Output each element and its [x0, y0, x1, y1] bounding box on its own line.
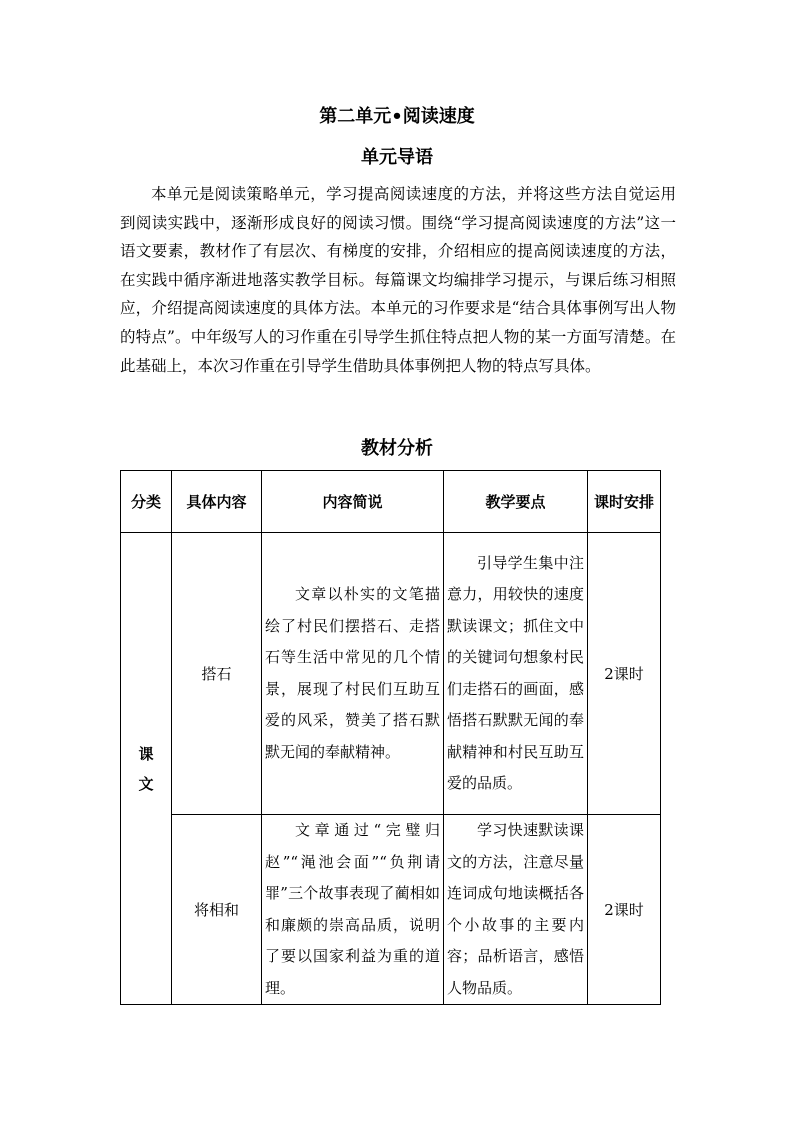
unit-intro-paragraph: 本单元是阅读策略单元，学习提高阅读速度的方法，并将这些方法自觉运用到阅读实践中，逐渐形成良好的阅读习惯。围绕“学习提高阅读速度的方法”这一语文要素，教材作了有层次、有梯度的安排，介绍相应的提高阅读速度的方法，在实践中循序渐进地落实教学目标。每篇课文均编排学习提示，与课后练习相照应，介绍提高阅读速度的具体方法。本单元的习作要求是“结合具体事例写出人物的特点”。中年级写人的习作重在引导学生抓住特点把人物的某一方面写清楚。在此基础上，本次习作重在引导学生借助具体事例把人物的特点写具体。	[120, 185, 676, 375]
material-analysis-heading: 教材分析	[361, 438, 433, 459]
table-row	[121, 533, 661, 815]
unit-title: 第二单元•阅读速度	[319, 106, 475, 127]
header-hours: 课时安排	[588, 471, 661, 533]
lesson-key-points: 引导学生集中注意力，用较快的速度默读课文；抓住文中的关键词句想象村民们走搭石的画面，感悟搭石默默无闻的奉献精神和村民互助互爱的品质。	[444, 533, 588, 815]
lesson-name: 将相和	[172, 815, 262, 1005]
header-summary: 内容简说	[262, 471, 444, 533]
material-analysis-table	[120, 470, 661, 1005]
table-row	[121, 815, 661, 1005]
lesson-summary: 文章通过“完璧归赵”“渑池会面”“负荆请罪”三个故事表现了蔺相如和廉颇的崇高品质，说明了要以国家利益为重的道理。	[262, 815, 444, 1005]
lesson-hours: 2课时	[588, 815, 661, 1005]
category-label-2: 文	[138, 774, 154, 793]
category-cell	[121, 533, 172, 1005]
lesson-summary: 文章以朴实的文笔描绘了村民们摆搭石、走搭石等生活中常见的几个情景，展现了村民们互助互爱的风采，赞美了搭石默默无闻的奉献精神。	[262, 533, 444, 815]
header-content: 具体内容	[172, 471, 262, 533]
category-label-1: 课	[138, 744, 154, 763]
unit-intro-heading: 单元导语	[361, 147, 433, 168]
table-header-row	[121, 471, 661, 533]
lesson-name: 搭石	[172, 533, 262, 815]
lesson-hours: 2课时	[588, 533, 661, 815]
header-key-points: 教学要点	[444, 471, 588, 533]
lesson-key-points: 学习快速默读课文的方法，注意尽量连词成句地读概括各个小故事的主要内容；品析语言，感悟人物品质。	[444, 815, 588, 1005]
header-category: 分类	[121, 471, 172, 533]
